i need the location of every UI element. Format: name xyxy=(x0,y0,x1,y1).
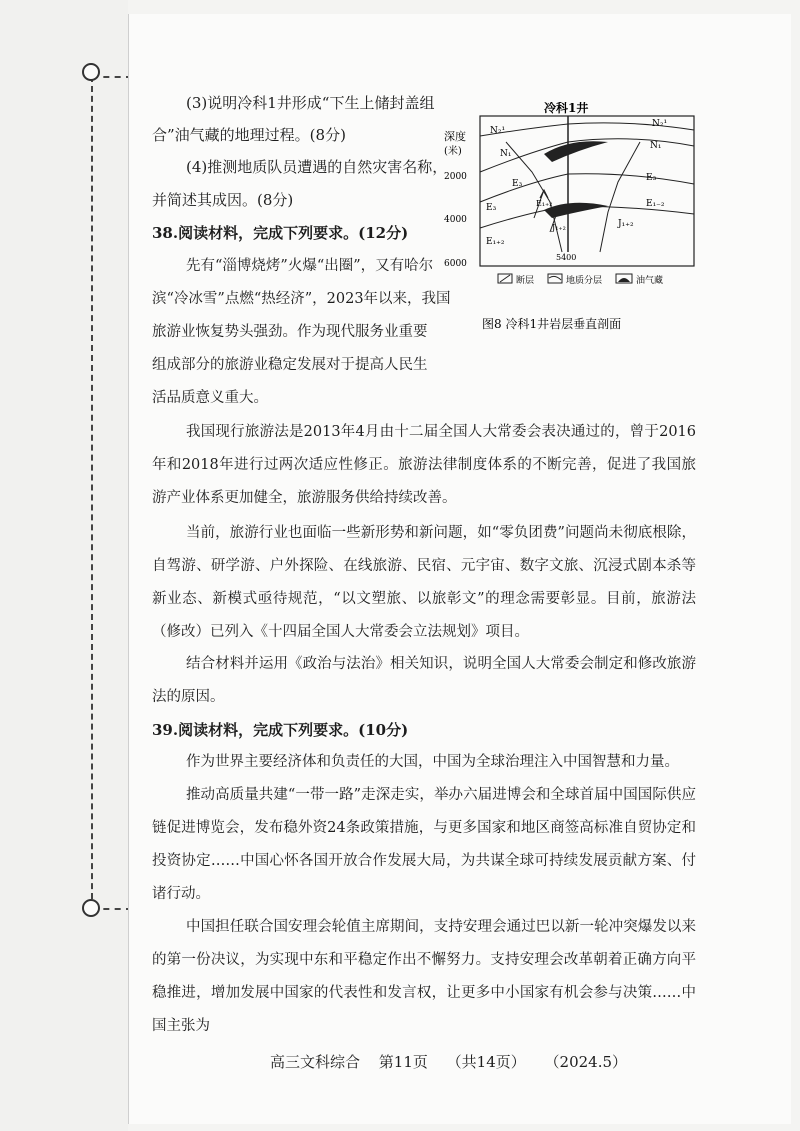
stratum-right-E12: E₁₋₂ xyxy=(646,199,665,209)
stratum-left-N21: N₂¹ xyxy=(490,126,506,136)
stratum-mid-J12: J₁₊₂ xyxy=(552,223,566,232)
binding-dashed-line xyxy=(91,76,93,909)
q38-p1-line4: 组成部分的旅游业稳定发展对于提高人民生 xyxy=(152,357,428,373)
legend-boundary-label: 地质分层 xyxy=(566,276,603,286)
legend-fault-label: 断层 xyxy=(516,276,535,286)
q39-paragraph-2: 推动高质量共建“一带一路”走深走实，举办六届进博会和全球首届中国国际供应链促进博览会，发布稳外资24条政策措施，与更多国家和地区商签高标准自贸协定和投资协定……中国心怀各国开放合作发展大局，为共谋全球可持续发展贡献方案、付诸行动。 xyxy=(152,787,696,902)
q39-title: 39.阅读材料，完成下列要求。(10分) xyxy=(152,721,409,739)
footer-total: （共14页） xyxy=(446,1053,526,1071)
q39-paragraph-1: 作为世界主要经济体和负责任的大国，中国为全球治理注入中国智慧和力量。 xyxy=(186,754,679,770)
figure-caption: 图8 冷科1井岩层垂直剖面 xyxy=(482,317,622,331)
footer-date: （2024.5） xyxy=(544,1053,628,1071)
q38-paragraph-3: 当前，旅游行业也面临一些新形势和新问题，如“零负团费”问题尚未彻底根除，自驾游、研学游、户外探险、在线旅游、民宿、元宇宙、数字文旅、沉浸式剧本杀等新业态、新模式亟待规范，“以文塑旅、以旅彰文”的理念需要彰显。目前，旅游法（修改）已列入《十四届全国人大常委会立法规划》项目。 xyxy=(152,525,696,640)
q37-item4-line1: (4)推测地质队员遭遇的自然灾害名称， xyxy=(186,158,448,176)
q37-item3-line2: 合”油气藏的地理过程。(8分) xyxy=(152,126,346,144)
q37-item3-line1: (3)说明冷科1井形成“下生上储封盖组 xyxy=(186,94,435,112)
q38-p1-line2: 滨“冷冰雪”点燃“热经济”，2023年以来，我国 xyxy=(152,291,451,307)
y-axis-label: 深度 xyxy=(444,130,466,143)
q38-paragraph-2: 我国现行旅游法是2013年4月由十二届全国人大常委会表决通过的，曾于2016年和2018年进行过两次适应性修正。旅游法律制度体系的不断完善，促进了我国旅游产业体系更加健全，旅游服务供给持续改善。 xyxy=(152,424,696,506)
y-tick-2000: 2000 xyxy=(444,172,467,182)
y-tick-4000: 4000 xyxy=(444,215,467,225)
section-frame xyxy=(480,116,694,266)
q38-p1-line5: 活品质意义重大。 xyxy=(152,390,268,406)
oil-reservoir-upper xyxy=(544,141,608,162)
figure-8-cross-section xyxy=(440,102,705,342)
footer-page: 第11页 xyxy=(378,1053,428,1071)
binding-hole-top xyxy=(82,63,100,81)
stratum-right-N21: N₂¹ xyxy=(652,119,668,129)
q38-p1-line3: 旅游业恢复势头强劲。作为现代服务业重要 xyxy=(152,324,428,340)
stratum-left-N1: N₁ xyxy=(500,149,512,159)
q37-item4-line2: 并简述其成因。(8分) xyxy=(152,191,294,209)
legend-oil-label: 油气藏 xyxy=(636,276,664,286)
page-footer xyxy=(270,1051,641,1072)
bottom-depth: 5400 xyxy=(556,253,577,262)
stratum-right-J12: J₁₊₂ xyxy=(618,219,634,229)
stratum-left-E3a: E₃ xyxy=(512,179,523,189)
q38-title: 38.阅读材料，完成下列要求。(12分) xyxy=(152,224,409,242)
stratum-right-N1: N₁ xyxy=(650,141,662,151)
y-axis-unit: (米) xyxy=(444,146,462,157)
q39-paragraph-3: 中国担任联合国安理会轮值主席期间，支持安理会通过巴以新一轮冲突爆发以来的第一份决议，为实现中东和平稳定作出不懈努力。支持安理会改革朝着正确方向平稳推进，增加发展中国家的代表性和发言权，让更多中小国家有机会参与决策……中国主张为 xyxy=(152,919,696,1034)
q38-question: 结合材料并运用《政治与法治》相关知识，说明全国人大常委会制定和修改旅游法的原因。 xyxy=(152,656,696,705)
stratum-right-E3: E₃ xyxy=(646,173,657,183)
binding-hole-bottom xyxy=(82,899,100,917)
legend xyxy=(498,274,663,286)
well-label: 冷科1井 xyxy=(544,102,589,115)
cross-section-diagram xyxy=(440,102,705,342)
y-tick-6000: 6000 xyxy=(444,259,467,269)
stratum-left-E3b: E₃ xyxy=(486,203,497,213)
fault-right xyxy=(600,142,640,252)
oil-reservoir-lower xyxy=(544,203,608,218)
stratum-left-E12: E₁₊₂ xyxy=(486,237,505,247)
binding-margin xyxy=(0,0,128,1131)
footer-subject: 高三文科综合 xyxy=(270,1053,361,1071)
stratum-mid-E12: E₁₊₂ xyxy=(536,199,553,208)
q38-p1-line1: 先有“淄博烧烤”火爆“出圈”，又有哈尔 xyxy=(186,258,434,274)
